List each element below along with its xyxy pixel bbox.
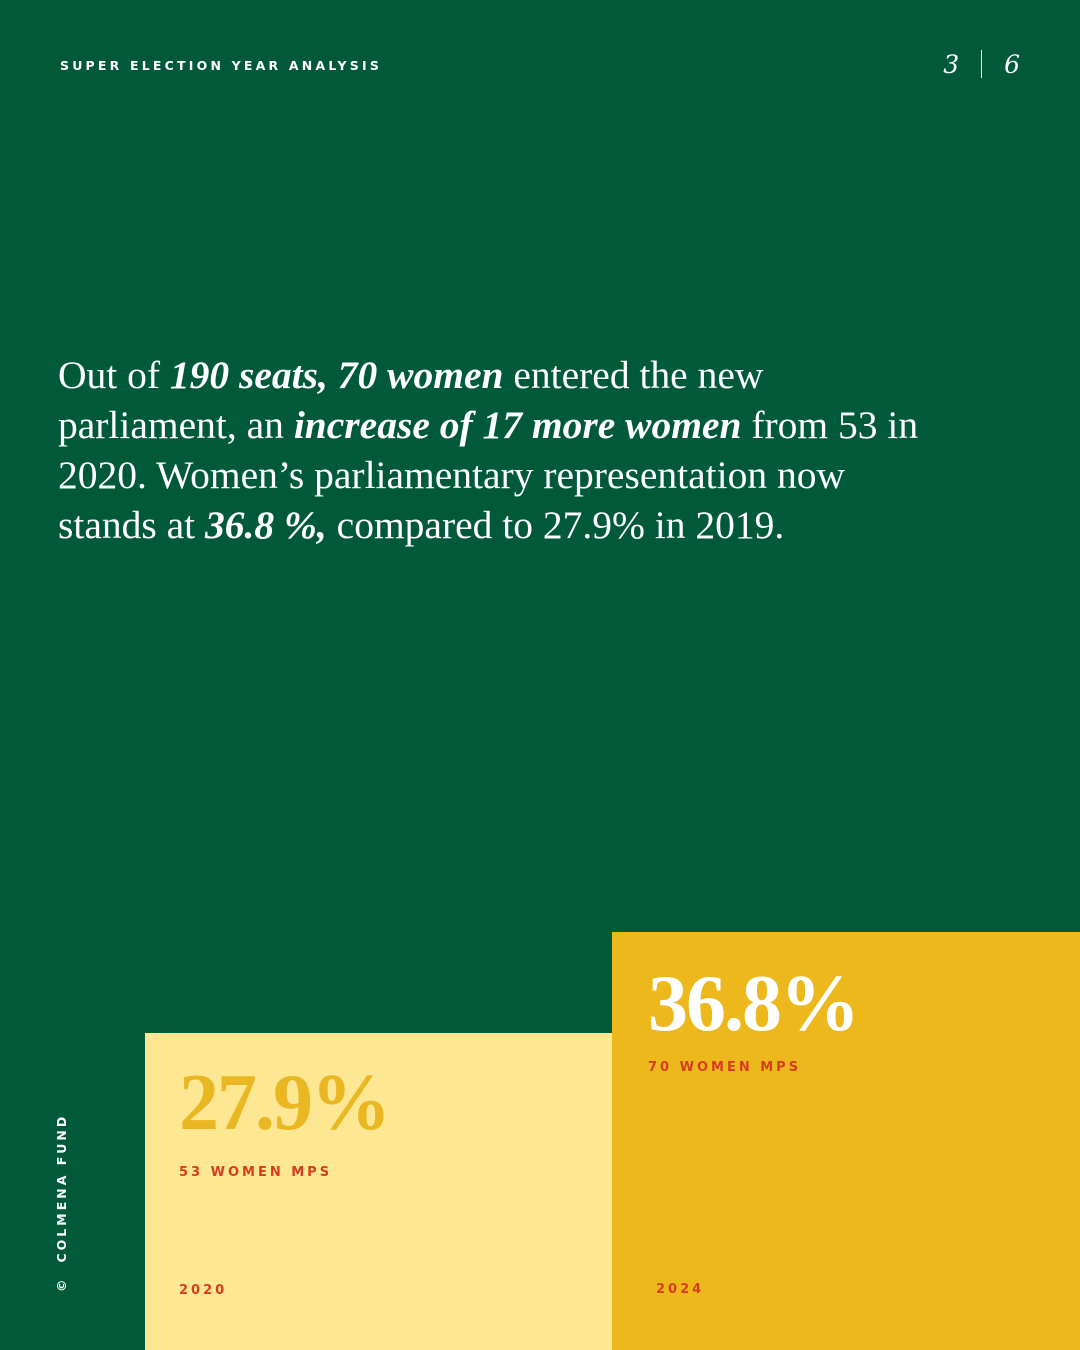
credit-name: COLMENA FUND — [54, 1113, 69, 1263]
page-current: 3 — [943, 49, 960, 79]
bar-value-label-2020: 27.9% — [179, 1059, 389, 1147]
statement-text — [58, 350, 938, 550]
statement-part-1: Out of — [58, 353, 170, 397]
statement-highlight-increase: increase of 17 more women — [293, 403, 742, 447]
bar-sublabel-2024: 70 WOMEN MPS — [648, 1060, 802, 1075]
statement-highlight-percent: 36.8 %, — [205, 503, 327, 547]
statement-part-3: from 53 in 2020. Women’s parliamentary representation now stands at — [58, 403, 919, 547]
bar-2020 — [145, 1033, 612, 1350]
statement-part-4: compared to 27.9% in 2019. — [326, 503, 785, 547]
copyright-icon: © — [54, 1276, 69, 1292]
credit-vertical — [54, 1114, 69, 1292]
page-divider — [981, 50, 982, 78]
bar-sublabel-2020: 53 WOMEN MPS — [179, 1165, 333, 1180]
statement-highlight-seats: 190 seats, 70 women — [169, 353, 504, 397]
bar-category-2020: 2020 — [179, 1283, 228, 1298]
kicker: SUPER ELECTION YEAR ANALYSIS — [60, 58, 383, 73]
bar-2024 — [612, 932, 1080, 1350]
bar-category-2024: 2024 — [656, 1282, 705, 1297]
page-indicator — [943, 46, 1020, 82]
page-total: 6 — [1004, 49, 1020, 79]
statement-part-2: entered the new parliament, an — [58, 353, 764, 447]
bar-value-label-2024: 36.8% — [648, 960, 858, 1048]
